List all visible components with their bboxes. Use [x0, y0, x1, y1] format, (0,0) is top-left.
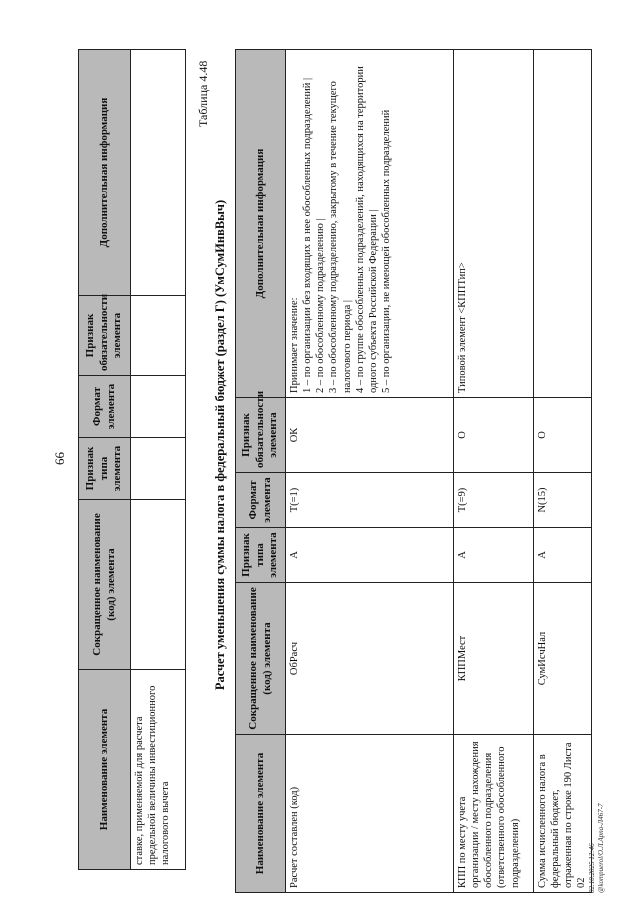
- row1-info-line: 4 – по группе обособленных подразделений, находящихся на территории одного субъекта Российской Федерации |: [354, 66, 379, 393]
- row3-format: N(15): [534, 473, 592, 528]
- row1-format: T(=1): [286, 473, 454, 528]
- row1-info-line: 3 – по обособленному подразделению, закрытому в течение текущего налогового периода |: [328, 81, 353, 393]
- table-number: Таблица 4.48: [196, 60, 210, 127]
- row2-code: КППМест: [454, 583, 534, 735]
- header-info: Дополнительная информация: [236, 50, 286, 398]
- row1-info-line: Принимает значение:: [289, 297, 300, 393]
- row3-name: Сумма исчисленного налога в федеральный бюджет, отраженная по строке 190 Листа 02: [534, 735, 592, 893]
- row2-required: О: [454, 398, 534, 473]
- row1-info: [286, 50, 454, 398]
- row1-info-line: 1 – по организации без входящих в нее обособленных подразделений |: [302, 77, 314, 393]
- top-header-info: Дополнительная информация: [79, 50, 131, 296]
- table-row: [131, 50, 186, 870]
- row1-name: Расчет составлен (код): [286, 735, 454, 893]
- cell-name: ставке, применяемой для расчета предельной величины инвестиционного налогового вычета: [131, 670, 186, 870]
- header-required: Признак обязательности элемента: [236, 398, 286, 473]
- table-row: [534, 50, 592, 893]
- row3-code: СумИсчНал: [534, 583, 592, 735]
- top-table: [78, 49, 186, 870]
- stamp-date: 02.10.2025 12:46: [588, 843, 596, 893]
- print-stamp: [588, 803, 606, 893]
- cell-required: [131, 296, 186, 376]
- row2-format: T(=9): [454, 473, 534, 528]
- row2-name: КПП по месту учета организации / месту нахождения обособленного подразделения (ответственного обособленного подразделения): [454, 735, 534, 893]
- cell-info: [131, 50, 186, 296]
- row3-type: А: [534, 528, 592, 583]
- row1-required: ОК: [286, 398, 454, 473]
- top-header-required: Признак обязательности элемента: [79, 296, 131, 376]
- main-table-header: [236, 50, 286, 893]
- row2-info: Типовой элемент <КППТип>: [454, 50, 534, 398]
- row3-required: О: [534, 398, 592, 473]
- row3-info: [534, 50, 592, 398]
- stamp-id: @kompuerol/О.Л.Арпа-Л467-7: [597, 803, 606, 893]
- main-table: [235, 49, 592, 893]
- top-header-code: Сокращенное наименование (код) элемента: [79, 500, 131, 670]
- row1-type: А: [286, 528, 454, 583]
- header-code: Сокращенное наименование (код) элемента: [236, 583, 286, 735]
- top-table-header: [79, 50, 131, 870]
- cell-format: [131, 376, 186, 438]
- header-name: Наименование элемента: [236, 735, 286, 893]
- cell-type: [131, 438, 186, 500]
- row1-info-line: 5 – по организации, не имеющей обособленных подразделений: [380, 109, 392, 393]
- header-type: Признак типа элемента: [236, 528, 286, 583]
- page-number: 66: [52, 452, 67, 465]
- header-format: Формат элемента: [236, 473, 286, 528]
- cell-code: [131, 500, 186, 670]
- top-header-format: Формат элемента: [79, 376, 131, 438]
- top-header-name: Наименование элемента: [79, 670, 131, 870]
- row1-code: ОбРасч: [286, 583, 454, 735]
- table-row: [454, 50, 534, 893]
- top-header-type: Признак типа элемента: [79, 438, 131, 500]
- row2-type: А: [454, 528, 534, 583]
- row1-info-line: 2 – по обособленному подразделению |: [315, 218, 327, 393]
- table-caption: Расчет уменьшения суммы налога в федеральный бюджет (раздел Г) (УмСумИнвВыч): [213, 199, 227, 691]
- table-row: [286, 50, 454, 893]
